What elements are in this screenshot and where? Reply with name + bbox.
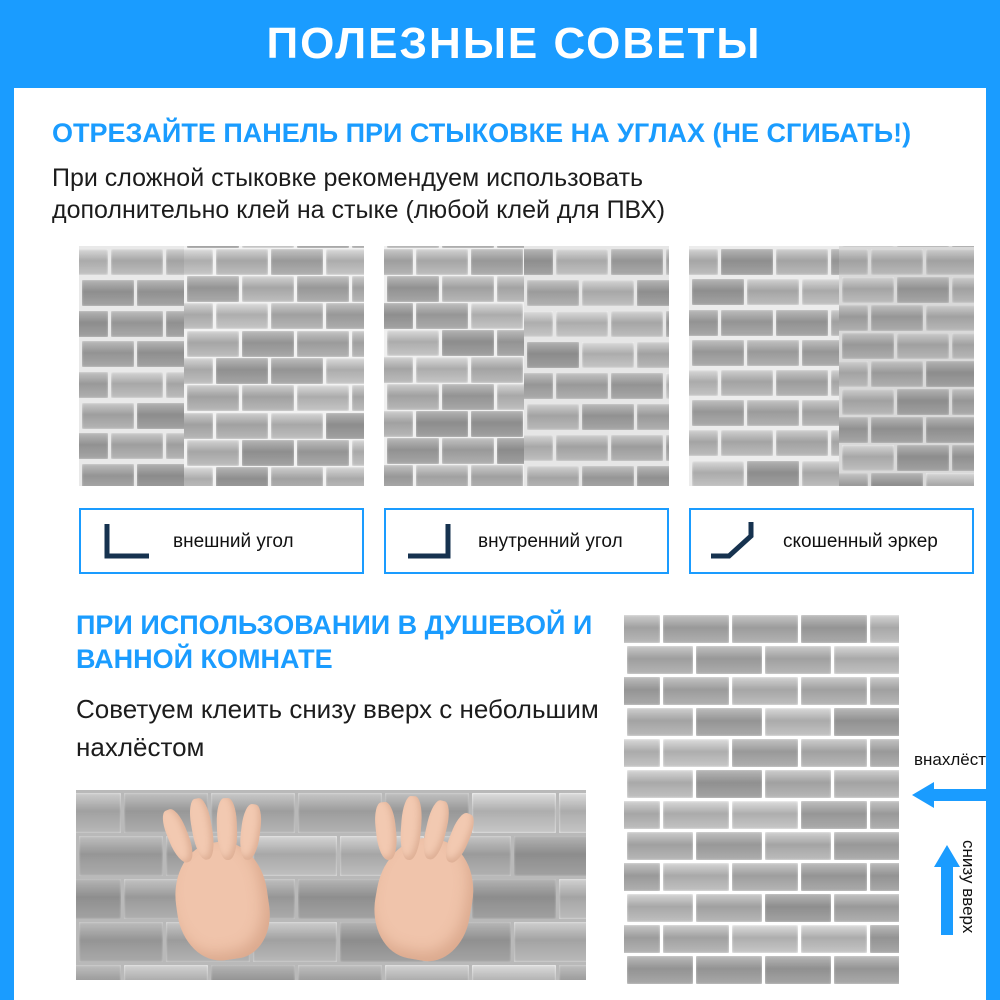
legend-label: внутренний угол xyxy=(478,530,623,552)
bay-corner-icon xyxy=(691,510,783,572)
annotation-overlap: внахлёст xyxy=(914,750,987,769)
legend-label: скошенный эркер xyxy=(783,530,938,552)
finger xyxy=(216,798,238,861)
photo-inner-corner xyxy=(384,246,669,486)
annotation-bottom-up: снизу вверх xyxy=(959,840,978,934)
corner-photos-row xyxy=(79,246,974,486)
section1-title: ОТРЕЗАЙТЕ ПАНЕЛЬ ПРИ СТЫКОВКЕ НА УГЛАХ (НЕ СГИБАТЬ!) xyxy=(52,118,912,148)
page-title: ПОЛЕЗНЫЕ СОВЕТЫ xyxy=(266,19,762,68)
legend-outer-corner xyxy=(79,508,364,574)
section1-subtitle: При сложной стыковке рекомендуем использовать дополнительно клей на стыке (любой клей для ПВХ) xyxy=(52,164,666,224)
photo-outer-corner xyxy=(79,246,364,486)
section2-title: ПРИ ИСПОЛЬЗОВАНИИ В ДУШЕВОЙ И ВАННОЙ КОМНАТЕ xyxy=(76,610,593,674)
outer-corner-icon xyxy=(81,510,173,572)
legend-inner-corner xyxy=(384,508,669,574)
arrow-up-icon xyxy=(934,845,960,935)
photo-bay-corner xyxy=(689,246,974,486)
section2-subtitle: Советуем клеить снизу вверх с небольшим нахлёстом xyxy=(76,694,599,762)
legend-label: внешний угол xyxy=(173,530,294,552)
legend-row xyxy=(79,508,974,574)
arrow-left-icon xyxy=(912,782,990,808)
header-banner xyxy=(14,0,1000,88)
photo-overlap-panel xyxy=(624,612,899,984)
legend-bay-corner xyxy=(689,508,974,574)
inner-corner-icon xyxy=(386,510,478,572)
photo-hands-on-wall xyxy=(76,790,586,980)
